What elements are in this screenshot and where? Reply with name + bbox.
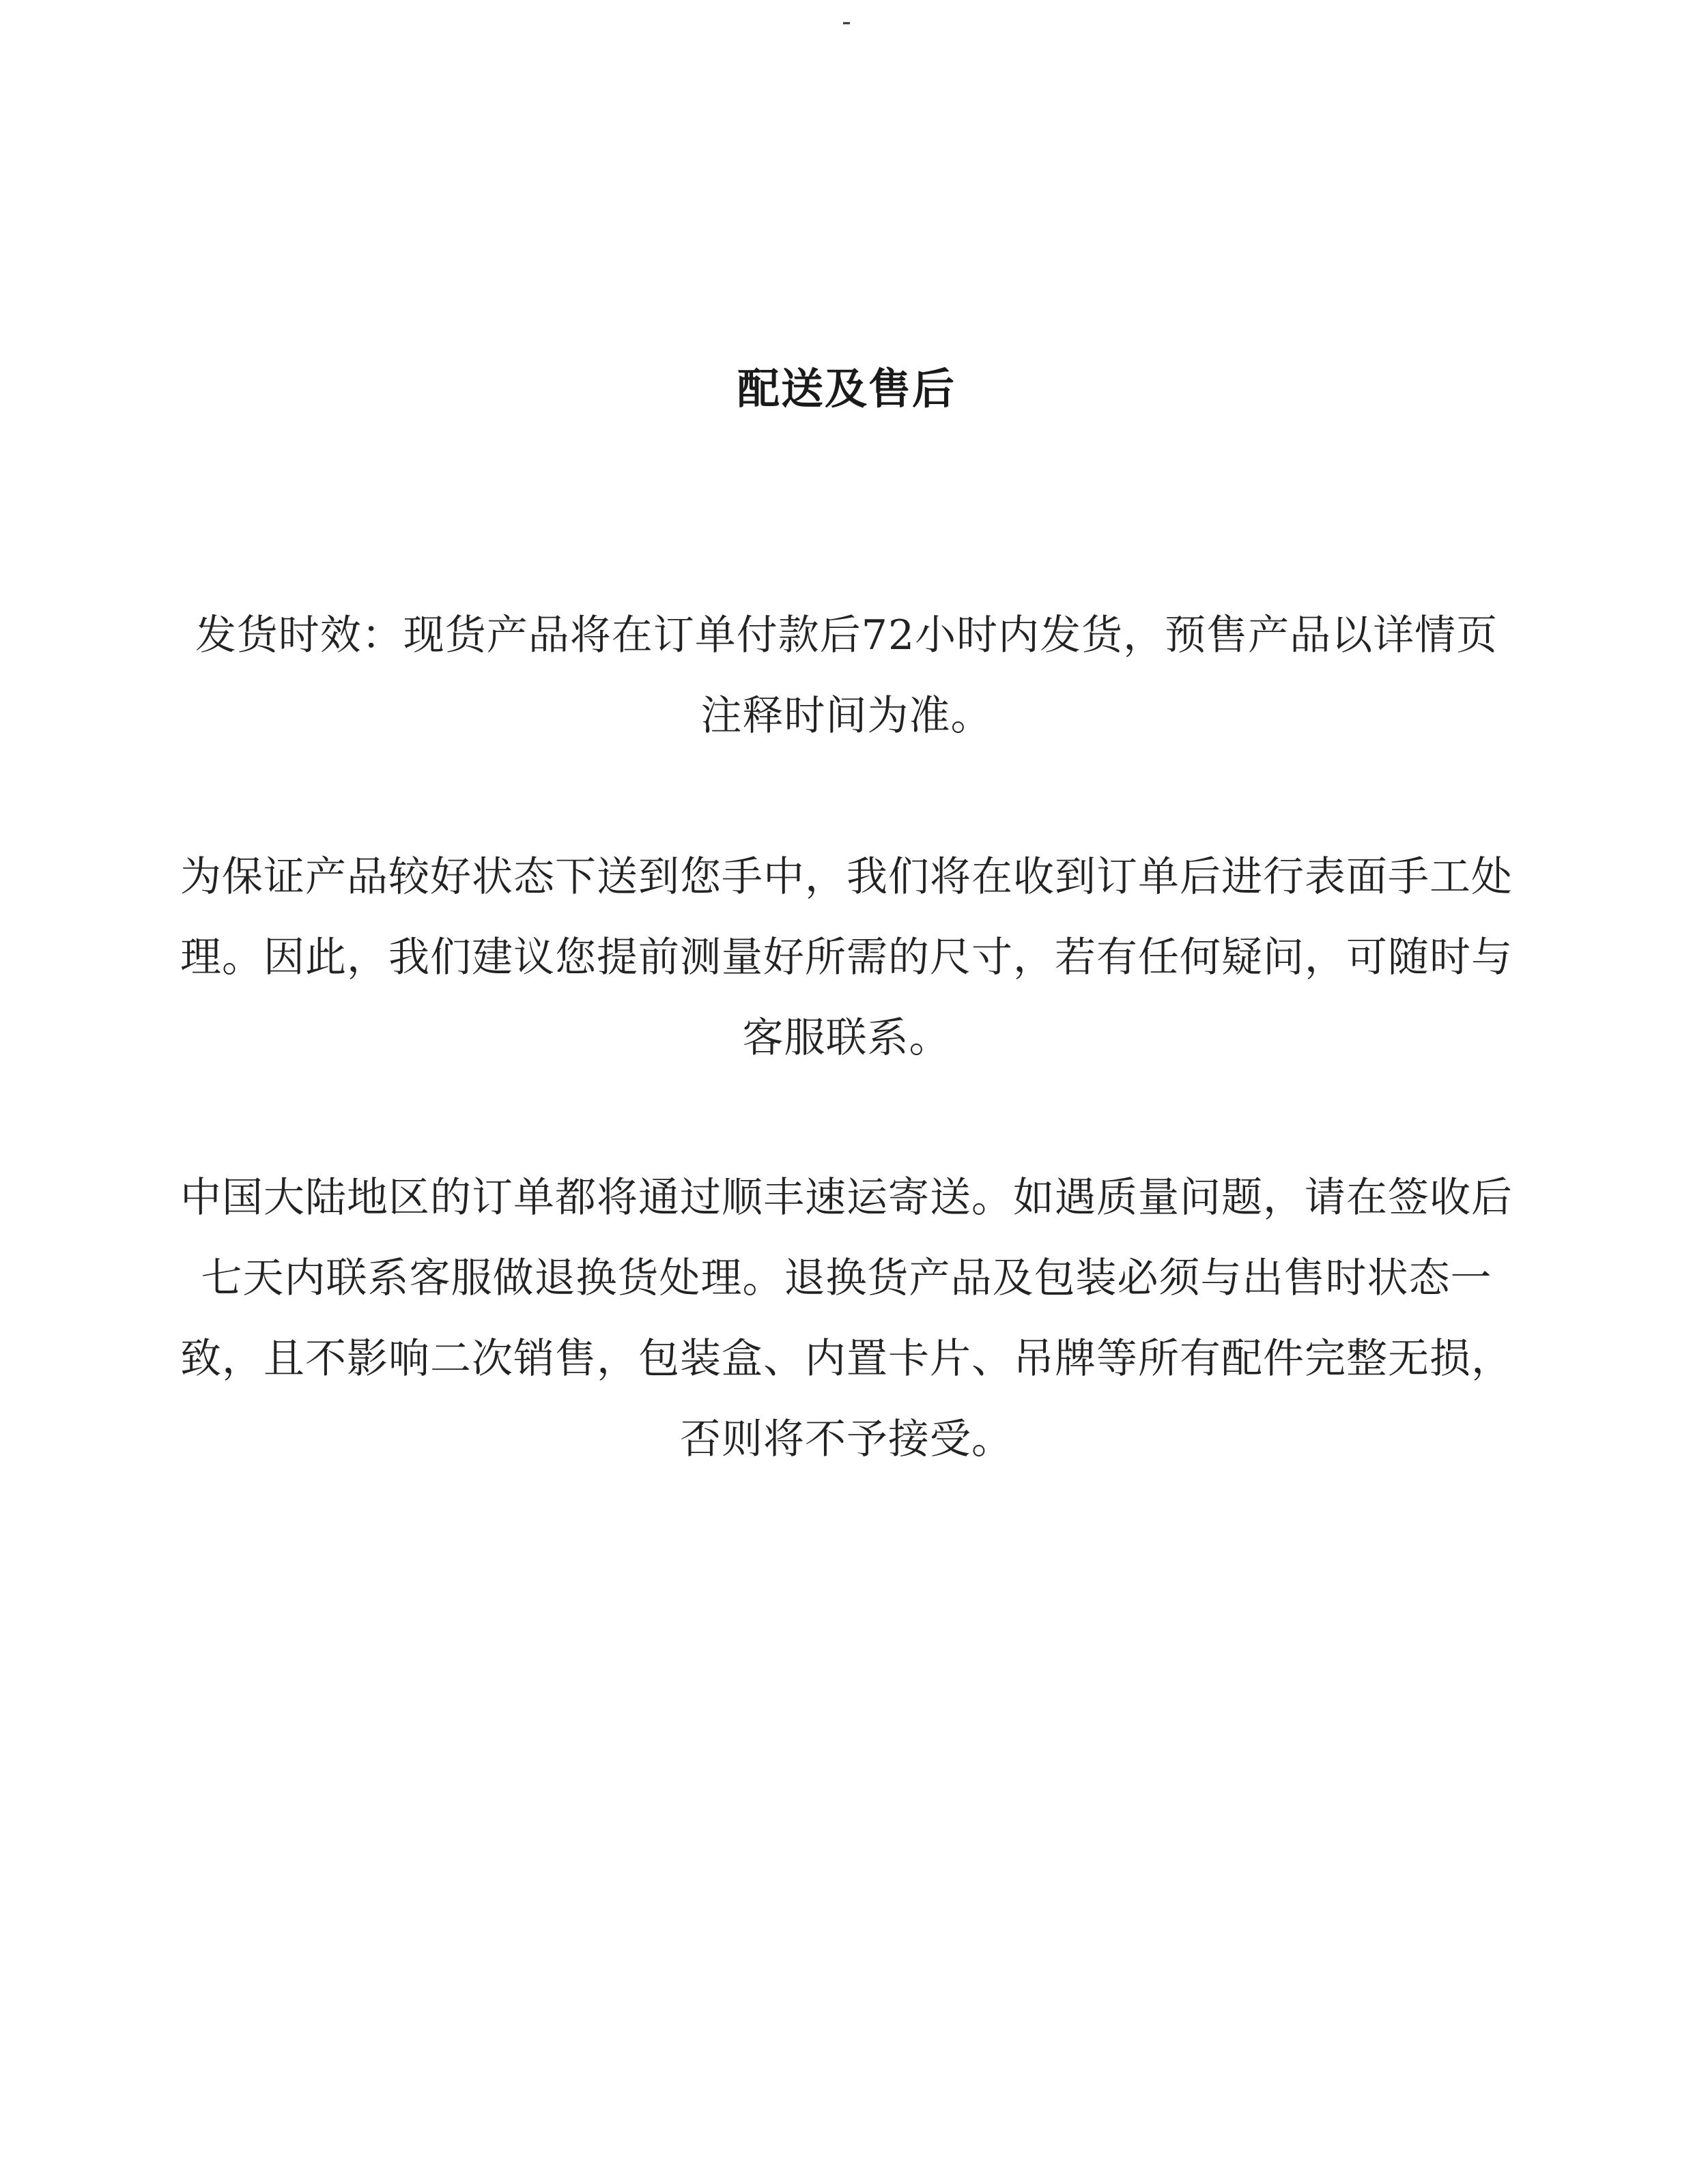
handling-paragraph: 为保证产品较好状态下送到您手中，我们将在收到订单后进行表面手工处理。因此，我们建议您提前测量好所需的尺寸，若有任何疑问，可随时与客服联系。 bbox=[180, 853, 1513, 1062]
page-title: 配送及售后 bbox=[737, 364, 956, 414]
shipping-time-paragraph: 发货时效：现货产品将在订单付款后72小时内发货，预售产品以详情页注释时间为准。 bbox=[195, 612, 1498, 740]
top-dash-mark: - bbox=[842, 6, 851, 38]
returns-paragraph: 中国大陆地区的订单都将通过顺丰速运寄送。如遇质量问题，请在签收后七天内联系客服做退换货处理。退换货产品及包装必须与出售时状态一致，且不影响二次销售，包装盒、内置卡片、吊牌等所有配件完整无损，否则将不予接受。 bbox=[180, 1174, 1513, 1463]
